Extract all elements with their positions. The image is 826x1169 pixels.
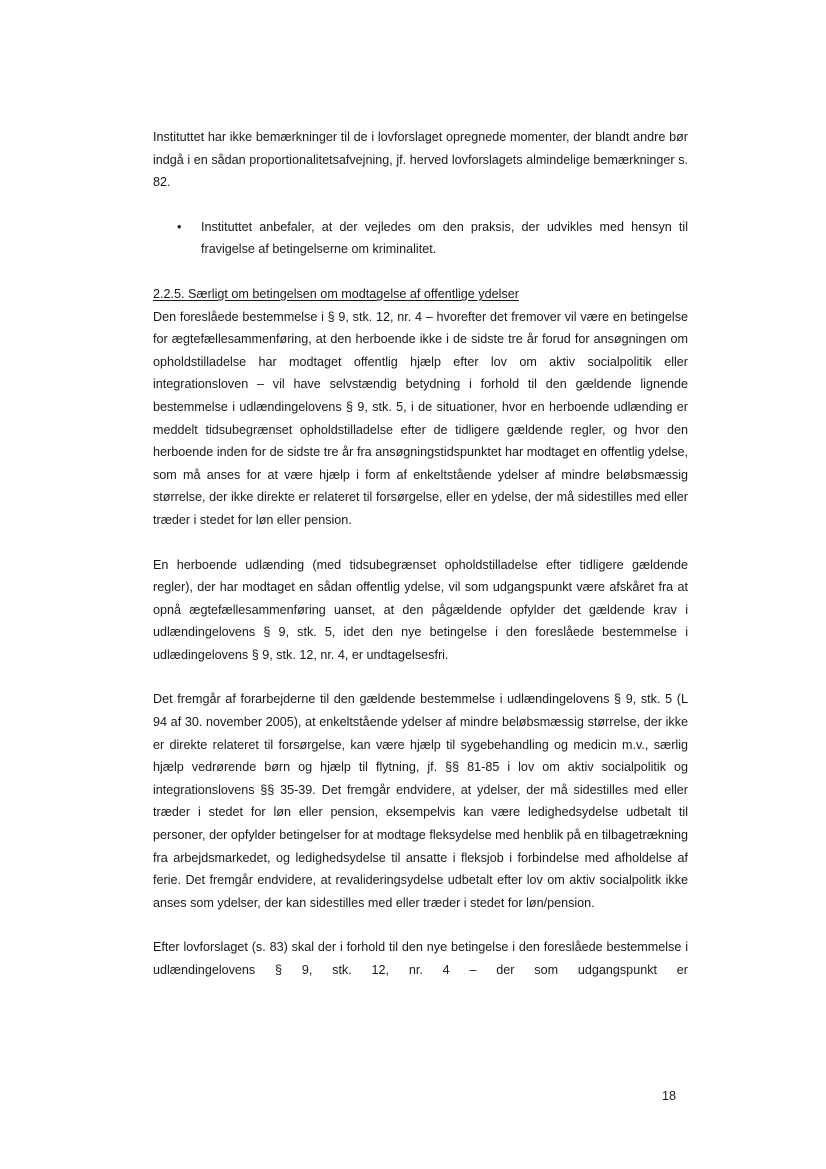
document-body (153, 126, 688, 1004)
section-heading: 2.2.5. Særligt om betingelsen om modtagelse af offentlige ydelser (153, 286, 519, 301)
bullet-icon: • (177, 219, 182, 234)
paragraph-3: Det fremgår af forarbejderne til den gældende bestemmelse i udlændingelovens § 9, stk. 5 (L 94 af 30. november 2005), at enkeltstående ydelser af mindre beløbsmæssig størrelse, der ikke er direkte relateret til forsørgelse, kan være hjælp til sygebehandling og medicin m.v., særlig hjælp vedrørende børn og hjælp til flytning, jf. §§ 81-85 i lov om aktiv socialpolitik og integrationslovens §§ 35-39. Det fremgår endvidere, at ydelser, der må sidestilles med eller træder i stedet for løn eller pension, eksempelvis kan være ledighedsydelse udbetalt til personer, der opfylder betingelser for at modtage fleksydelse med henblik på en tilbagetrækning fra arbejdsmarkedet, og ledighedsydelse til ansatte i fleksjob i forbindelse med afholdelse af ferie. Det fremgår endvidere, at revalideringsydelse udbetalt efter lov om aktiv socialpolitk ikke anses som ydelser, der kan sidestilles med eller træder i stedet for løn/pension. (153, 692, 688, 910)
paragraph-4: Efter lovforslaget (s. 83) skal der i forhold til den nye betingelse i den foreslåede bestemmelse i udlændingelovens § 9, stk. 12, nr. 4 – der som udgangspunkt er (153, 940, 688, 977)
bullet-text: Instituttet anbefaler, at der vejledes om den praksis, der udvikles med hensyn til fravigelse af betingelserne om kriminalitet. (201, 219, 688, 257)
paragraph-1: Den foreslåede bestemmelse i § 9, stk. 12, nr. 4 – hvorefter det fremover vil være en betingelse for ægtefællesammenføring, at den herboende ikke i de sidste tre år forud for ansøgningen om opholdstilladelse har modtaget offentlig hjælp efter lov om aktiv socialpolitik eller integrationsloven – vil have selvstændig betydning i forhold til den gældende lignende bestemmelse i udlændingelovens § 9, stk. 5, i de situationer, hvor en herboende udlænding er meddelt tidsubegrænset opholdstilladelse efter de tidligere gældende regler, og hvor den herboende inden for de sidste tre år fra ansøgningstidspunktet har modtaget en offentlig ydelse, som må anses for at være hjælp i form af enkeltstående ydelser af mindre beløbsmæssig størrelse, der ikke direkte er relateret til forsørgelse, eller en ydelse, der må sidestilles med eller træder i stedet for løn eller pension. (153, 309, 688, 527)
page-number: 18 (661, 1089, 676, 1103)
bullet-item (153, 216, 688, 261)
paragraph-2: En herboende udlænding (med tidsubegrænset opholdstilladelse efter tidligere gældende regler), der har modtaget en sådan offentlig ydelse, vil som udgangspunkt være afskåret fra at opnå ægtefællesammenføring uanset, at den pågældende opfylder det gældende krav i udlændingelovens § 9, stk. 5, idet den nye betingelse i den foreslåede bestemmelse i udlædingelovens § 9, stk. 12, nr. 4, er undtagelsesfri. (153, 557, 688, 662)
paragraph-intro: Instituttet har ikke bemærkninger til de i lovforslaget opregnede momenter, der blandt andre bør indgå i en sådan proportionalitetsafvejning, jf. herved lovforslagets almindelige bemærkninger s. 82. (153, 130, 688, 190)
